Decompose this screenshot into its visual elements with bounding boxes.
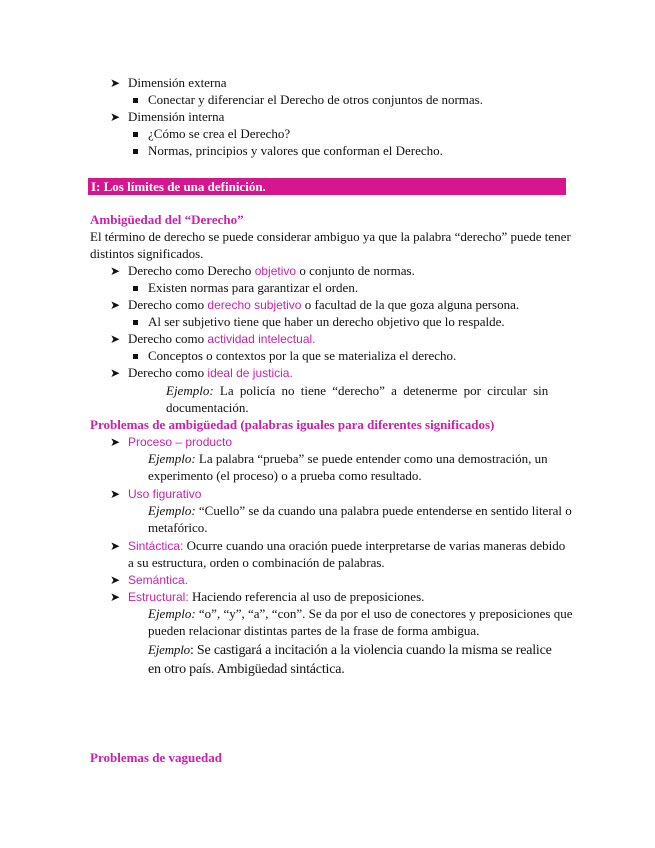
list-item: Derecho como derecho subjetivo o facultad de la que goza alguna persona.	[128, 297, 520, 312]
subheading-vaguedad: Problemas de vaguedad	[90, 750, 222, 765]
example-line: Ejemplo: “o”, “y”, “a”, “con”. Se da por el uso de conectores y preposiciones que	[148, 606, 573, 621]
list-item: Dimensión externa	[128, 75, 227, 90]
example-line: en otro país. Ambigüedad sintáctica.	[148, 662, 345, 677]
example-line: documentación.	[166, 400, 249, 415]
example-line: pueden relacionar distintas partes de la frase de forma ambigua.	[148, 623, 480, 638]
list-item: Derecho como actividad intelectual.	[128, 331, 316, 346]
square-bullet-icon	[133, 132, 138, 137]
list-item: Conectar y diferenciar el Derecho de otros conjuntos de normas.	[148, 92, 483, 107]
section-title: I: Los límites de una definición.	[91, 179, 266, 194]
list-item: Derecho como ideal de justicia.	[128, 365, 293, 380]
arrowhead-bullet-icon: ➤	[110, 573, 121, 587]
list-item: Al ser subjetivo tiene que haber un derecho objetivo que lo respalde.	[148, 314, 505, 329]
square-bullet-icon	[133, 149, 138, 154]
arrowhead-bullet-icon: ➤	[110, 366, 121, 380]
list-item: Estructural: Haciendo referencia al uso de preposiciones.	[128, 589, 425, 604]
list-item: Derecho como Derecho objetivo o conjunto de normas.	[128, 263, 415, 278]
list-item: Conceptos o contextos por la que se materializa el derecho.	[148, 348, 457, 363]
list-item-continuation: a su estructura, orden o combinación de palabras.	[128, 555, 385, 570]
example-line: Ejemplo: “Cuello” se da cuando una palabra puede entenderse en sentido literal o	[148, 503, 572, 518]
subheading-ambiguedad: Ambigüedad del “Derecho”	[90, 212, 244, 227]
square-bullet-icon	[133, 98, 138, 103]
square-bullet-icon	[133, 354, 138, 359]
arrowhead-bullet-icon: ➤	[110, 590, 121, 604]
arrowhead-bullet-icon: ➤	[110, 110, 121, 124]
list-item: Normas, principios y valores que conforman el Derecho.	[148, 143, 443, 158]
arrowhead-bullet-icon: ➤	[110, 332, 121, 346]
arrowhead-bullet-icon: ➤	[110, 76, 121, 90]
arrowhead-bullet-icon: ➤	[110, 435, 121, 449]
list-item: Uso figurativo	[128, 487, 202, 501]
subheading-problemas-ambiguedad: Problemas de ambigüedad (palabras iguales para diferentes significados)	[90, 417, 495, 432]
paragraph-line: El término de derecho se puede considerar ambiguo ya que la palabra “derecho” puede tener	[90, 229, 571, 244]
example-line: metafórico.	[148, 520, 208, 535]
list-item: Semántica.	[128, 573, 189, 587]
arrowhead-bullet-icon: ➤	[110, 539, 121, 553]
arrowhead-bullet-icon: ➤	[110, 264, 121, 278]
list-item: ¿Cómo se crea el Derecho?	[148, 126, 291, 141]
list-item: Existen normas para garantizar el orden.	[148, 280, 359, 295]
list-item: Sintáctica: Ocurre cuando una oración puede interpretarse de varias maneras debido	[128, 538, 566, 553]
list-item: Dimensión interna	[128, 109, 225, 124]
example-line: Ejemplo: La palabra “prueba” se puede entender como una demostración, un	[148, 451, 548, 466]
square-bullet-icon	[133, 320, 138, 325]
paragraph-line: distintos significados.	[90, 246, 204, 261]
arrowhead-bullet-icon: ➤	[110, 298, 121, 312]
arrowhead-bullet-icon: ➤	[110, 487, 121, 501]
section-heading-bar	[88, 178, 566, 195]
example-line: Ejemplo: La policía no tiene “derecho” a detenerme por circular sin	[166, 383, 549, 398]
example-line: experimento (el proceso) o a prueba como resultado.	[148, 468, 422, 483]
square-bullet-icon	[133, 286, 138, 291]
list-item: Proceso – producto	[128, 435, 233, 449]
example-line: Ejemplo: Se castigará a incitación a la violencia cuando la misma se realice	[148, 642, 552, 658]
